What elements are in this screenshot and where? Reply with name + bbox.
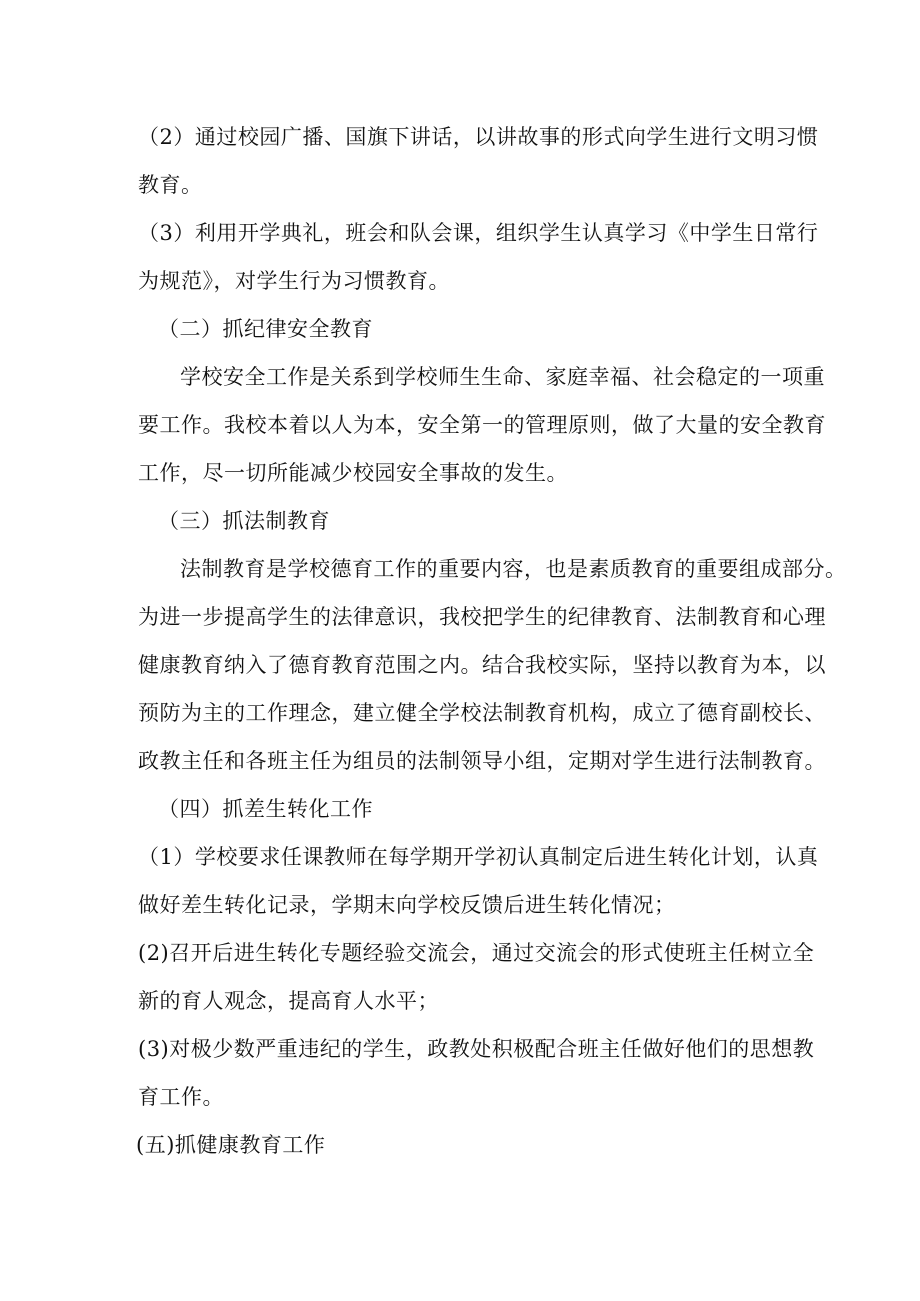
section-heading: （二）抓纪律安全教育 (158, 317, 373, 341)
section-heading: （三）抓法制教育 (158, 509, 330, 533)
paragraph-line: （1）学校要求任课教师在每学期开学初认真制定后进生转化计划，认真 (138, 845, 819, 869)
section-heading: （四）抓差生转化工作 (158, 797, 373, 821)
paragraph-line: 育工作。 (138, 1085, 224, 1109)
paragraph-line: (2)召开后进生转化专题经验交流会，通过交流会的形式使班主任树立全 (138, 941, 815, 965)
paragraph-line: 新的育人观念，提高育人水平； (138, 989, 439, 1013)
paragraph-line: （3）利用开学典礼，班会和队会课，组织学生认真学习《中学生日常行 (138, 221, 819, 245)
section-heading: (五)抓健康教育工作 (136, 1133, 326, 1157)
paragraph-line: 为进一步提高学生的法律意识，我校把学生的纪律教育、法制教育和心理 (138, 605, 826, 629)
paragraph-line: （2）通过校园广播、国旗下讲话，以讲故事的形式向学生进行文明习惯 (138, 125, 819, 149)
paragraph-line: 教育。 (138, 173, 203, 197)
paragraph-line: 健康教育纳入了德育教育范围之内。结合我校实际，坚持以教育为本，以 (138, 653, 826, 677)
paragraph-line: 预防为主的工作理念，建立健全学校法制教育机构，成立了德育副校长、 (138, 701, 826, 725)
paragraph-line: 要工作。我校本着以人为本，安全第一的管理原则，做了大量的安全教育 (138, 413, 826, 437)
paragraph-line: 学校安全工作是关系到学校师生生命、家庭幸福、社会稳定的一项重 (180, 365, 825, 389)
paragraph-line: 工作，尽一切所能减少校园安全事故的发生。 (138, 461, 568, 485)
paragraph-line: 政教主任和各班主任为组员的法制领导小组，定期对学生进行法制教育。 (138, 749, 826, 773)
paragraph-line: 做好差生转化记录，学期末向学校反馈后进生转化情况； (138, 893, 676, 917)
paragraph-line: 法制教育是学校德育工作的重要内容，也是素质教育的重要组成部分。 (180, 557, 847, 581)
paragraph-line: (3)对极少数严重违纪的学生，政教处积极配合班主任做好他们的思想教 (138, 1037, 815, 1061)
paragraph-line: 为规范》，对学生行为习惯教育。 (138, 269, 450, 293)
